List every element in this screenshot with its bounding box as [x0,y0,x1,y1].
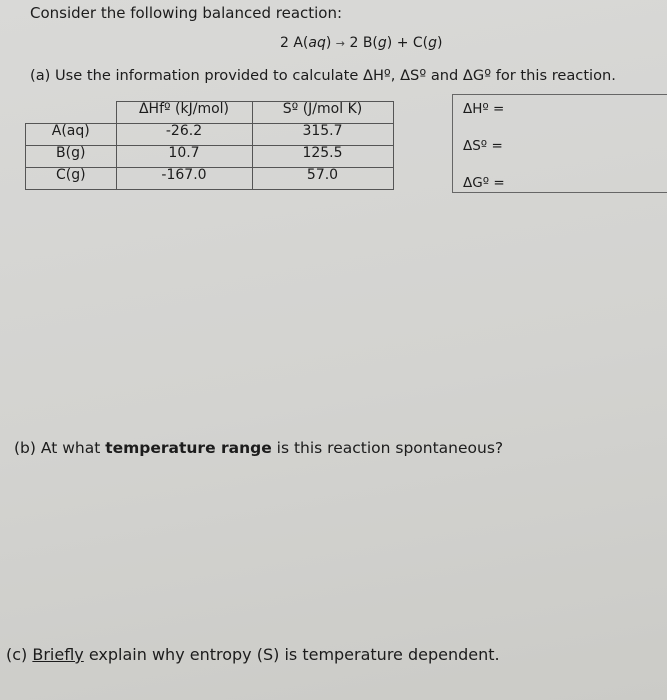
table-row [26,146,394,168]
part-b-question [14,439,503,457]
product-close: ) [437,35,443,51]
part-c-post: explain why entropy (S) is temperature dependent. [83,645,500,664]
part-c-question [6,645,500,664]
species-cell: A(aq) [26,124,117,146]
reactant-close: ) [325,35,332,51]
reactant: 2 A( [280,35,309,51]
table-corner-cell [26,102,117,124]
entropy-cell: 125.5 [252,146,393,168]
species-cell: B(g) [26,146,117,168]
answer-box [452,94,667,193]
delta-g-answer: ΔGº = [463,175,505,191]
table-header-row [26,102,394,124]
part-c-underlined: Briefly [32,645,84,664]
product-b-phase: g [377,35,387,51]
reactant-phase: aq [308,35,326,51]
delta-s-answer: ΔSº = [463,138,503,154]
product-join: ) + C( [386,35,429,51]
enthalpy-cell: -167.0 [116,168,252,190]
delta-h-answer: ΔHº = [463,101,505,117]
reaction-equation [280,35,443,51]
enthalpy-cell: -26.2 [116,124,252,146]
enthalpy-cell: 10.7 [116,146,252,168]
header-enthalpy: ΔHfº (kJ/mol) [116,102,252,124]
part-b-bold: temperature range [105,439,272,457]
part-c-pre: (c) [6,645,33,664]
reaction-arrow-icon: → [335,37,346,50]
table-row [26,168,394,190]
part-a-question: (a) Use the information provided to calculate ΔHº, ΔSº and ΔGº for this reaction. [30,67,616,84]
part-b-post: is this reaction spontaneous? [271,439,504,457]
species-cell: C(g) [26,168,117,190]
entropy-cell: 315.7 [252,124,393,146]
header-entropy: Sº (J/mol K) [252,102,393,124]
entropy-cell: 57.0 [252,168,393,190]
product-c-phase: g [428,35,438,51]
intro-text: Consider the following balanced reaction: [30,4,343,22]
product-b: 2 B( [349,35,378,51]
table-row [26,124,394,146]
thermo-data-table [25,101,394,190]
part-b-pre: (b) At what [14,439,106,457]
